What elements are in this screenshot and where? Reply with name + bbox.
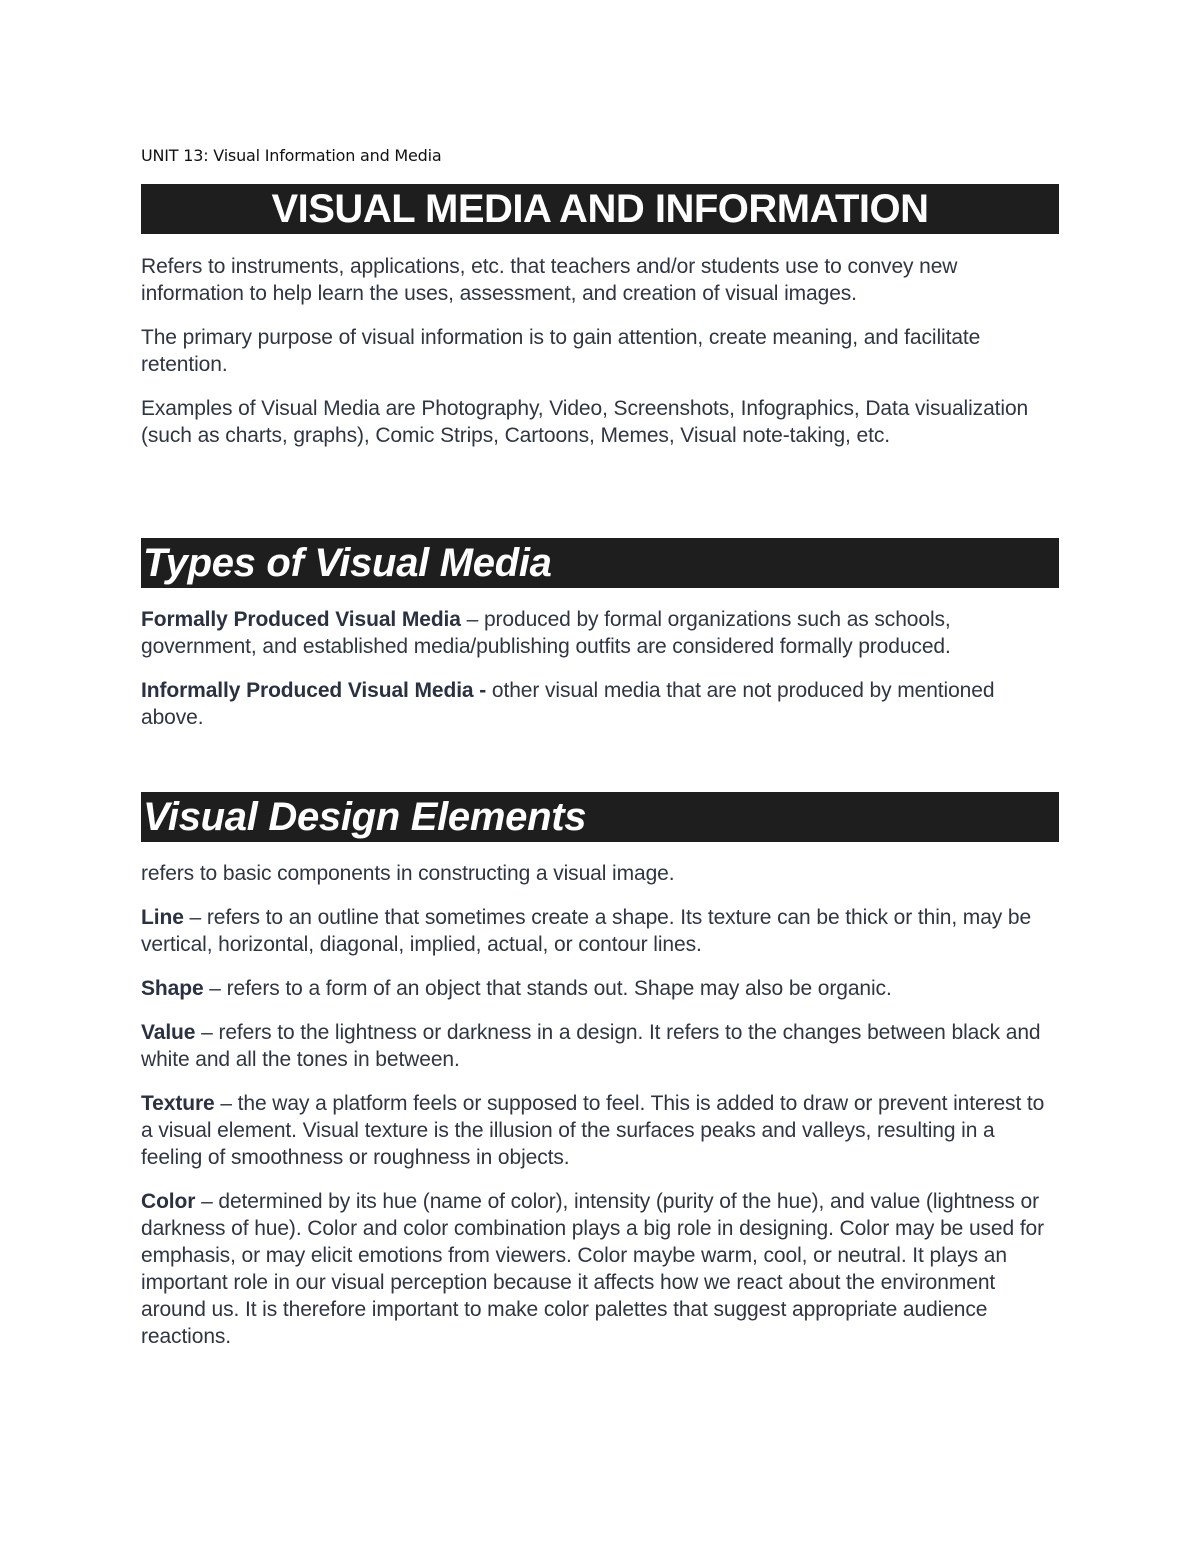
design-term: Value (141, 1021, 196, 1044)
intro-paragraph-3: Examples of Visual Media are Photography, Video, Screenshots, Infographics, Data visualization (such as charts, graphs), Comic Strips, Cartoons, Memes, Visual note-taking, etc. (141, 397, 1029, 447)
design-item (141, 975, 1059, 1002)
types-heading: Types of Visual Media (143, 541, 552, 585)
design-heading: Visual Design Elements (143, 795, 587, 839)
main-title-banner (141, 184, 1059, 234)
intro-paragraph-2: The primary purpose of visual information is to gain attention, create meaning, and facilitate retention. (141, 326, 981, 376)
type-separator: – (460, 608, 484, 631)
design-heading-banner (141, 792, 1059, 842)
design-description: refers to an outline that sometimes create a shape. Its texture can be thick or thin, may be vertical, horizontal, diagonal, implied, actual, or contour lines. (141, 906, 1032, 956)
design-item (141, 1188, 1059, 1350)
design-item (141, 1090, 1059, 1171)
type-term: Informally Produced Visual Media - (141, 679, 487, 702)
design-intro: refers to basic components in constructing a visual image. (141, 862, 675, 885)
types-heading-banner (141, 538, 1059, 588)
unit-header: UNIT 13: Visual Information and Media (141, 146, 442, 165)
design-separator: – (195, 1190, 219, 1213)
intro-paragraph-1: Refers to instruments, applications, etc. that teachers and/or students use to convey new information to help learn the uses, assessment, and creation of visual images. (141, 255, 958, 305)
design-separator: – (183, 906, 207, 929)
type-description: produced by formal organizations such as schools, government, and established media/publishing outfits are considered formally produced. (141, 608, 951, 658)
design-item (141, 1019, 1059, 1073)
type-item (141, 606, 1059, 660)
design-term: Texture (141, 1092, 215, 1115)
main-title: VISUAL MEDIA AND INFORMATION (271, 187, 929, 231)
type-term: Formally Produced Visual Media (141, 608, 461, 631)
intro-section (141, 253, 1059, 466)
design-description: refers to a form of an object that stands out. Shape may also be organic. (226, 977, 892, 1000)
design-term: Shape (141, 977, 204, 1000)
design-separator: – (214, 1092, 238, 1115)
type-description: other visual media that are not produced by mentioned above. (141, 679, 995, 729)
design-item (141, 904, 1059, 958)
design-separator: – (195, 1021, 219, 1044)
design-description: the way a platform feels or supposed to feel. This is added to draw or prevent interest to a visual element. Visual texture is the illusion of the surfaces peaks and valleys, resulting in a feeling of smoothness or roughness in objects. (141, 1092, 1045, 1169)
design-term: Color (141, 1190, 196, 1213)
types-section (141, 606, 1059, 748)
design-section (141, 860, 1059, 1367)
design-description: refers to the lightness or darkness in a design. It refers to the changes between black and white and all the tones in between. (141, 1021, 1041, 1071)
design-separator: – (203, 977, 227, 1000)
design-description: determined by its hue (name of color), intensity (purity of the hue), and value (lightness or darkness of hue). Color and color combination plays a big role in designing. Color may be used for emphasis, or may elicit emotions from viewers. Color maybe warm, cool, or neutral. It plays an important role in our visual perception because it affects how we react about the environment around us. It is therefore important to make color palettes that suggest appropriate audience reactions. (141, 1190, 1045, 1348)
design-term: Line (141, 906, 184, 929)
type-item (141, 677, 1059, 731)
